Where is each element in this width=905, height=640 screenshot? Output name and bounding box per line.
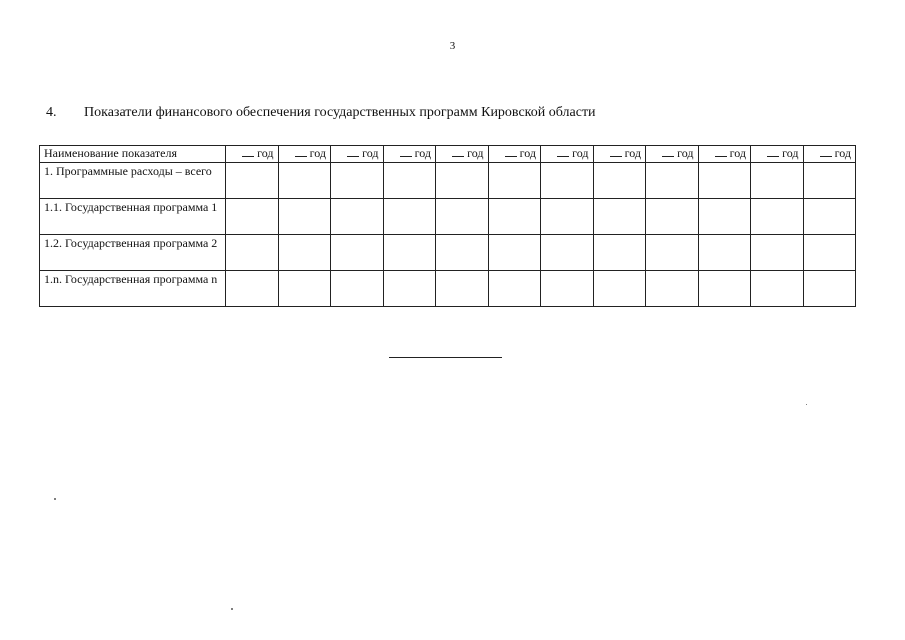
indicator-name-cell: 1.2. Государственная программа 2	[40, 235, 226, 271]
value-cell	[803, 271, 856, 307]
value-cell	[751, 235, 804, 271]
year-header	[593, 146, 646, 163]
value-cell	[698, 163, 751, 199]
indicator-name-cell: 1. Программные расходы – всего	[40, 163, 226, 199]
value-cell	[803, 199, 856, 235]
year-header	[436, 146, 489, 163]
year-label: год	[467, 146, 484, 160]
year-header	[278, 146, 331, 163]
year-blank	[347, 147, 359, 157]
year-blank	[610, 147, 622, 157]
year-header	[331, 146, 384, 163]
table-row	[40, 271, 856, 307]
value-cell	[803, 163, 856, 199]
value-cell	[541, 235, 594, 271]
year-blank	[295, 147, 307, 157]
value-cell	[331, 235, 384, 271]
year-blank	[662, 147, 674, 157]
value-cell	[226, 199, 279, 235]
closing-rule	[389, 357, 502, 358]
value-cell	[488, 271, 541, 307]
section-title: Показатели финансового обеспечения государственных программ Кировской области	[84, 105, 596, 120]
year-header	[226, 146, 279, 163]
year-header	[751, 146, 804, 163]
value-cell	[331, 163, 384, 199]
financial-indicators-table	[39, 145, 856, 307]
indicator-name-header: Наименование показателя	[40, 146, 226, 163]
section-heading	[46, 105, 596, 121]
value-cell	[646, 163, 699, 199]
year-label: год	[309, 146, 326, 160]
year-label: год	[572, 146, 589, 160]
year-blank	[767, 147, 779, 157]
year-header	[541, 146, 594, 163]
value-cell	[488, 199, 541, 235]
value-cell	[436, 199, 489, 235]
value-cell	[751, 199, 804, 235]
year-label: год	[834, 146, 851, 160]
value-cell	[488, 163, 541, 199]
year-blank	[715, 147, 727, 157]
year-label: год	[677, 146, 694, 160]
value-cell	[226, 271, 279, 307]
year-header	[383, 146, 436, 163]
value-cell	[751, 271, 804, 307]
year-header	[698, 146, 751, 163]
value-cell	[803, 235, 856, 271]
scan-speck	[231, 608, 233, 610]
value-cell	[383, 235, 436, 271]
year-blank	[400, 147, 412, 157]
value-cell	[488, 235, 541, 271]
page-number: 3	[449, 40, 456, 52]
year-label: год	[729, 146, 746, 160]
indicator-name-cell: 1.n. Государственная программа n	[40, 271, 226, 307]
value-cell	[593, 199, 646, 235]
year-label: год	[257, 146, 274, 160]
value-cell	[436, 271, 489, 307]
value-cell	[226, 235, 279, 271]
section-number: 4.	[46, 105, 57, 120]
year-label: год	[782, 146, 799, 160]
value-cell	[383, 271, 436, 307]
value-cell	[436, 235, 489, 271]
value-cell	[593, 235, 646, 271]
scan-speck	[806, 404, 807, 405]
value-cell	[593, 271, 646, 307]
value-cell	[278, 163, 331, 199]
value-cell	[541, 199, 594, 235]
value-cell	[278, 271, 331, 307]
year-blank	[452, 147, 464, 157]
table-row	[40, 163, 856, 199]
table-header-row	[40, 146, 856, 163]
value-cell	[698, 199, 751, 235]
value-cell	[278, 199, 331, 235]
value-cell	[278, 235, 331, 271]
year-blank	[505, 147, 517, 157]
value-cell	[383, 199, 436, 235]
value-cell	[226, 163, 279, 199]
value-cell	[331, 199, 384, 235]
year-header	[488, 146, 541, 163]
value-cell	[541, 163, 594, 199]
value-cell	[383, 163, 436, 199]
year-blank	[242, 147, 254, 157]
value-cell	[698, 271, 751, 307]
year-label: год	[624, 146, 641, 160]
year-blank	[820, 147, 832, 157]
value-cell	[698, 235, 751, 271]
value-cell	[593, 163, 646, 199]
indicator-name-cell: 1.1. Государственная программа 1	[40, 199, 226, 235]
year-label: год	[414, 146, 431, 160]
year-header	[646, 146, 699, 163]
year-label: год	[519, 146, 536, 160]
table-row	[40, 199, 856, 235]
value-cell	[646, 271, 699, 307]
value-cell	[646, 199, 699, 235]
value-cell	[646, 235, 699, 271]
table-row	[40, 235, 856, 271]
year-blank	[557, 147, 569, 157]
year-label: год	[362, 146, 379, 160]
value-cell	[331, 271, 384, 307]
value-cell	[541, 271, 594, 307]
value-cell	[751, 163, 804, 199]
year-header	[803, 146, 856, 163]
value-cell	[436, 163, 489, 199]
scan-speck	[54, 498, 56, 500]
